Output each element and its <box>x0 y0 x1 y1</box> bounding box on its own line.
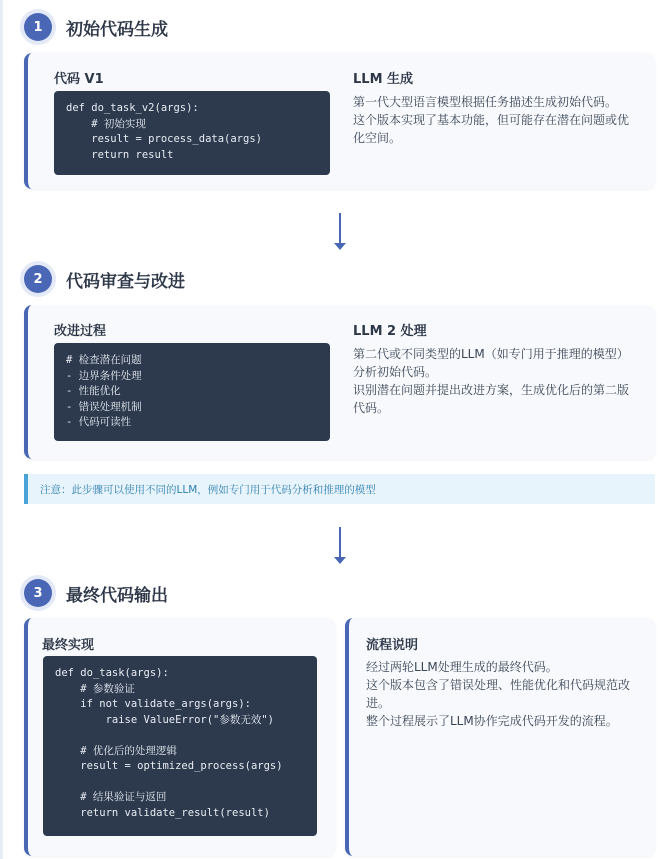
down-arrow-icon <box>334 527 346 564</box>
step-2-header <box>24 265 185 293</box>
step-1-desc-line: 第一代大型语言模型根据任务描述生成初始代码。 <box>353 95 618 109</box>
step-3-code-block: def do_task(args): # 参数验证 if not validate_args(args): raise ValueError("参数无效") # 优化后的处理逻辑 result = optimized_process(args) # 结果验证与返回 return validate_result(result) <box>43 656 317 836</box>
step-3-desc-panel <box>345 618 655 856</box>
step-1-code-title: 代码 V1 <box>54 72 104 87</box>
step-2-panel <box>24 305 655 459</box>
step-2-desc-title: LLM 2 处理 <box>353 324 427 339</box>
step-3-desc-title: 流程说明 <box>366 638 419 653</box>
step-3-code-title: 最终实现 <box>42 638 95 653</box>
step-1-title: 初始代码生成 <box>66 19 168 40</box>
step-2-title: 代码审查与改进 <box>66 271 185 292</box>
step-2-desc-line: 代码。 <box>353 401 390 415</box>
step-2-desc-line: 分析初始代码。 <box>353 365 438 379</box>
step-3-number: 3 <box>24 579 52 607</box>
step-3-desc-line: 经过两轮LLM处理生成的最终代码。 <box>366 660 558 674</box>
step-2-desc-line: 第二代或不同类型的LLM（如专门用于推理的模型） <box>353 347 629 361</box>
down-arrow-icon <box>334 213 346 250</box>
step-1-panel <box>24 53 655 189</box>
step-3-description <box>366 658 630 730</box>
note-banner: 注意：此步骤可以使用不同的LLM，例如专门用于代码分析和推理的模型 <box>24 474 655 504</box>
step-3-desc-line: 这个版本包含了错误处理、性能优化和代码规范改 <box>366 678 631 692</box>
step-3-title: 最终代码输出 <box>66 585 168 606</box>
step-1-number: 1 <box>24 13 52 41</box>
step-1-code-block: def do_task_v2(args): # 初始实现 result = process_data(args) return result <box>54 91 330 175</box>
step-1-header <box>24 13 168 41</box>
step-3-desc-line: 进。 <box>366 696 391 710</box>
step-2-code-block: # 检查潜在问题 - 边界条件处理 - 性能优化 - 错误处理机制 - 代码可读性 <box>54 343 330 441</box>
step-1-description <box>353 93 629 147</box>
page-left-rule <box>0 0 3 859</box>
step-3-code-panel <box>24 618 335 856</box>
step-2-desc-line: 识别潜在问题并提出改进方案，生成优化后的第二版 <box>353 383 630 397</box>
step-2-description <box>353 345 629 417</box>
step-1-desc-line: 这个版本实现了基本功能，但可能存在潜在问题或优 <box>353 113 630 127</box>
step-2-process-title: 改进过程 <box>54 324 107 339</box>
step-3-header <box>24 579 168 607</box>
step-1-desc-title: LLM 生成 <box>353 72 414 87</box>
step-3-desc-line: 整个过程展示了LLM协作完成代码开发的流程。 <box>366 714 618 728</box>
step-1-desc-line: 化空间。 <box>353 131 402 145</box>
step-2-number: 2 <box>24 265 52 293</box>
